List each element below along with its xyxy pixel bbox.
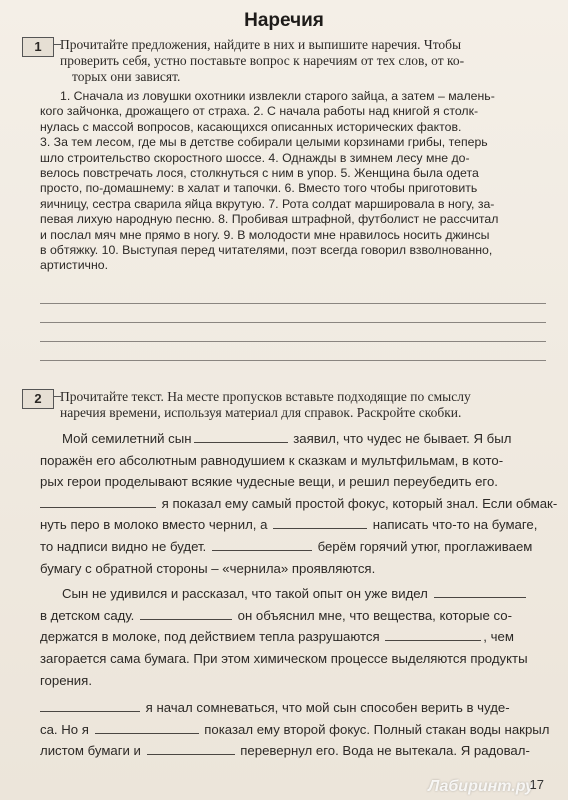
task-1-text (40, 89, 550, 274)
text-line: 3. За тем лесом, где мы в детстве собирали целыми корзинами грибы, теперь (40, 135, 488, 150)
text-segment: то надписи видно не будет. (40, 538, 207, 554)
blank-field[interactable] (95, 720, 199, 734)
text-segment: держатся в молоке, под действием тепла разрушаются (40, 629, 380, 645)
text-segment: Сын не удивился и рассказал, что такой опыт он уже видел (62, 586, 428, 602)
text-line (40, 493, 558, 515)
text-line (40, 670, 550, 692)
text-line (40, 697, 550, 719)
text-line: просто, по-домашнему: в халат и тапочки. 6. Вместо того чтобы приготовить (40, 181, 478, 196)
watermark-logo: Лабиринт.ру (428, 778, 534, 795)
text-segment: листом бумаги и (40, 743, 141, 759)
task-2 (22, 389, 546, 421)
text-segment: берём горячий утюг, проглаживаем (317, 538, 533, 554)
answer-line[interactable] (40, 323, 546, 342)
page-title: Наречия (244, 10, 324, 31)
answer-line[interactable] (40, 304, 546, 323)
task-2-text (40, 428, 558, 762)
text-line (40, 536, 550, 558)
text-line (40, 583, 550, 605)
text-segment: рых герои проделывают всякие чудесные вещи, и решил переубедить его. (40, 474, 498, 490)
blank-field[interactable] (212, 537, 312, 551)
blank-field[interactable] (40, 494, 156, 508)
task-instruction (60, 37, 546, 85)
blank-field[interactable] (140, 606, 232, 620)
text-segment: загорается сама бумага. При этом химическом процессе выделяются продукты (40, 650, 528, 666)
blank-field[interactable] (194, 429, 288, 443)
text-segment: я начал сомневаться, что мой сын способен верить в чуде- (145, 700, 510, 716)
text-segment: , чем (483, 629, 514, 645)
text-line: яичницу, сестра сварила яйца вкрутую. 7. Рота солдат маршировала в ногу, за- (40, 196, 495, 211)
answer-line[interactable] (40, 285, 546, 304)
answer-line[interactable] (40, 342, 546, 361)
text-line: в обтяжку. 10. Выступая перед читателями, поэт всегда говорил взволнованно, (40, 243, 493, 258)
blank-field[interactable] (385, 627, 481, 641)
text-line: артистично. (40, 258, 109, 273)
blank-field[interactable] (147, 741, 235, 755)
task-1 (22, 37, 546, 85)
text-segment: он объяснил мне, что вещества, которые со- (237, 607, 512, 623)
text-line (40, 471, 550, 493)
text-line: и послал мяч мне прямо в ногу. 9. В молодости мне нравилось носить джинсы (40, 227, 490, 242)
text-line: 1. Сначала из ловушки охотники извлекли старого зайца, а затем – малень- (60, 89, 495, 103)
text-segment: горения. (40, 672, 92, 688)
task-number: 2 (22, 389, 54, 409)
text-line (40, 428, 550, 450)
text-segment: заявил, что чудес не бывает. Я был (293, 431, 512, 446)
text-line: шло строительство скоростного шоссе. 4. Однажды в зимнем лесу мне до- (40, 150, 470, 165)
text-segment: написать что-то на бумаге, (372, 517, 538, 533)
blank-field[interactable] (40, 698, 140, 712)
instruction-line: наречия времени, используя материал для справок. Раскройте скобки. (60, 405, 462, 420)
text-line: кого зайчонка, дрожащего от страха. 2. С начала работы над книгой я столк- (40, 104, 479, 119)
text-line: певая лихую народную песню. 8. Пробивая штрафной, футболист не рассчитал (40, 212, 499, 227)
blank-field[interactable] (273, 515, 367, 529)
blank-field[interactable] (434, 584, 526, 598)
text-segment: поражён его абсолютным равнодушием к сказкам и мультфильмам, в кото- (40, 452, 504, 468)
text-line: нулась с массой вопросов, касающихся описанных исторических фактов. (40, 119, 462, 134)
page-number: 17 (529, 777, 544, 792)
text-line (40, 626, 550, 648)
text-line (40, 514, 550, 536)
instruction-line: проверить себя, устно поставьте вопрос к наречиям от тех слов, от ко- (60, 53, 465, 68)
instruction-line: Прочитайте текст. На месте пропусков вставьте подходящие по смыслу (60, 389, 471, 404)
text-segment: нуть перо в молоко вместо чернил, а (40, 517, 268, 533)
instruction-line: торых они зависят. (72, 69, 181, 84)
instruction-line: Прочитайте предложения, найдите в них и выпишите наречия. Чтобы (60, 37, 462, 52)
text-line (40, 719, 550, 741)
text-segment: я показал ему самый простой фокус, который знал. Если обмак- (161, 495, 558, 511)
text-segment: бумагу с обратной стороны – «чернила» проявляются. (40, 560, 376, 576)
text-line (40, 648, 550, 670)
text-line (40, 450, 550, 472)
text-line (40, 558, 550, 580)
task-number: 1 (22, 37, 54, 57)
text-line (40, 740, 550, 762)
text-segment: перевернул его. Вода не вытекала. Я радовал- (240, 743, 530, 759)
task-instruction (60, 389, 546, 421)
text-line (40, 605, 550, 627)
text-segment: в детском саду. (40, 607, 135, 623)
text-segment: показал ему второй фокус. Полный стакан воды накрыл (204, 721, 550, 737)
text-segment: са. Но я (40, 721, 89, 737)
text-line: велось повстречать лося, столкнуться с ним в упор. 5. Женщина была одета (40, 166, 479, 181)
answer-lines (40, 285, 546, 361)
text-segment: Мой семилетний сын (62, 431, 192, 446)
